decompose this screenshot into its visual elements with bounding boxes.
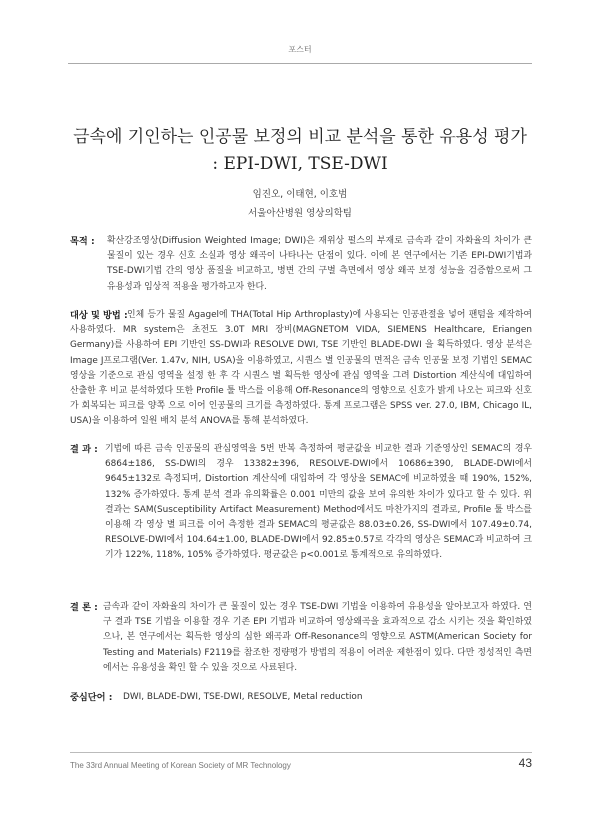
paper-title: [40, 124, 560, 178]
title-line-2: : EPI-DWI, TSE-DWI: [212, 154, 388, 174]
section-keywords-text: DWI, BLADE-DWI, TSE-DWI, RESOLVE, Metal reduction: [123, 692, 363, 702]
section-result: [70, 442, 532, 564]
section-method: [70, 308, 532, 430]
section-conclusion-label: 결 론 :: [70, 602, 98, 613]
authors: 임진오, 이태현, 이호범: [252, 189, 348, 200]
title-line-1: 금속에 기인하는 인공물 보정의 비교 분석을 통한 유용성 평가: [73, 127, 527, 147]
section-result-label: 결 과 :: [70, 444, 98, 455]
footer-divider: [70, 752, 532, 753]
section-conclusion: [70, 600, 532, 676]
affiliation: 서울아산병원 영상의학팀: [248, 208, 352, 219]
section-purpose-label: 목적 :: [70, 236, 95, 247]
page-number: 43: [518, 756, 532, 770]
section-method-text: 인체 등가 물질 Agagel에 THA(Total Hip Arthroplasty)에 사용되는 인공관절을 넣어 팬텀을 제작하여 사용하였다. MR system은 초전도 3.0T MRI 장비(MAGNETOM VIDA, SIEMENS Healthcare, Eriangen Germany)를 사용하여 EPI 기반인 SS-DWI과 RESOLVE DWI, TSE 기반인 BLADE-DWI 을 획득하였다. 영상 분석은 Image J프로그램(Ver. 1.47v, NIH, USA)을 이용하였고, 시퀀스 별 인공물의 면적은 금속 인공물 보정 기법인 SEMAC 영상을 기준으로 관심 영역을 설정 한 후 각 시퀀스 별 획득한 영상에 관심 영역을 그려 Distortion 계산식에 대입하여 산출한 후 비교 분석하였다 또한 Profile 툴 박스를 이용해 Off-Resonance의 영향으로 신호가 밝게 나오는 피크와 신호가 회복되는 피크를 양쪽 으로 이어 인공물의 크기를 측정하였다. 통계 프로그램은 SPSS ver. 27.0, IBM, Chicago IL, USA)을 이용하여 일원 배치 분석 ANOVA를 통해 분석하였다.: [70, 310, 532, 427]
section-result-text: 기법에 따른 금속 인공물의 관심영역을 5번 반복 측정하여 평균값을 비교한 결과 기준영상인 SEMAC의 경우 6864±186, SS-DWI의 경우 13382±396, RESOLVE-DWI에서 10686±390, BLADE-DWI에서 9645±132로 측정되며, Distortion 계산식에 대입하여 각 영상을 SEMAC에 비교하였을 때 190%, 152%, 132% 증가하였다. 통계 분석 결과 유의확률은 0.001 미만의 값을 보여 유의한 차이가 있다고 할 수 있다. 위 결과는 SAM(Susceptibility Artifact Measurement) Method에서도 마찬가지의 결과로, Profile 툴 박스를 이용해 각 영상 별 피크를 이어 측정한 결과 SEMAC의 평균값은 88.03±0.26, SS-DWI에서 107.49±0.74, RESOLVE-DWI에서 104.64±1.00, BLADE-DWI에서 92.85±0.57로 각각의 영상은 SEMAC과 비교하여 크기가 122%, 118%, 105% 증가하였다. 평균값은 p<0.001로 통계적으로 유의하였다.: [105, 444, 532, 561]
section-conclusion-text: 금속과 같이 자화율의 차이가 큰 물질이 있는 경우 TSE-DWI 기법을 이용하여 유용성을 알아보고자 하였다. 연구 결과 TSE 기법을 이용할 경우 기존 EPI 기법과 비교하여 영상왜곡을 효과적으로 감소 시키는 것을 확인하였으나, 본 연구에서는 획득한 영상의 심한 왜곡과 Off-Resonance의 영향으로 ASTM(American Society for Testing and Materials) F2119를 참조한 정량평가 방법의 적용이 어려운 제한점이 있다. 다만 정성적인 측면에서는 유용성을 확인 할 수 있을 것으로 사료된다.: [103, 602, 532, 673]
header-divider: [68, 63, 532, 64]
section-method-label: 대상 및 방법 :: [70, 310, 128, 321]
section-purpose-text: 확산강조영상(Diffusion Weighted Image; DWI)은 재위상 펄스의 부재로 금속과 같이 자화율의 차이가 큰 물질이 있는 경우 신호 소실과 영상 왜곡이 나타나는 단점이 있다. 이에 본 연구에서는 기존 EPI-DWI기법과 TSE-DWI기법 간의 영상 품질을 비교하고, 병변 간의 구별 측면에서 영상 왜곡 보정 성능을 검증함으로써 그 유용성과 임상적 적용을 평가하고자 한다.: [107, 236, 532, 292]
header-category: 포스터: [288, 45, 312, 54]
section-keywords-label: 중심단어 :: [70, 692, 113, 703]
section-keywords: [70, 690, 532, 705]
section-purpose: [70, 234, 532, 295]
footer-journal: The 33rd Annual Meeting of Korean Society of MR Technology: [70, 761, 291, 770]
